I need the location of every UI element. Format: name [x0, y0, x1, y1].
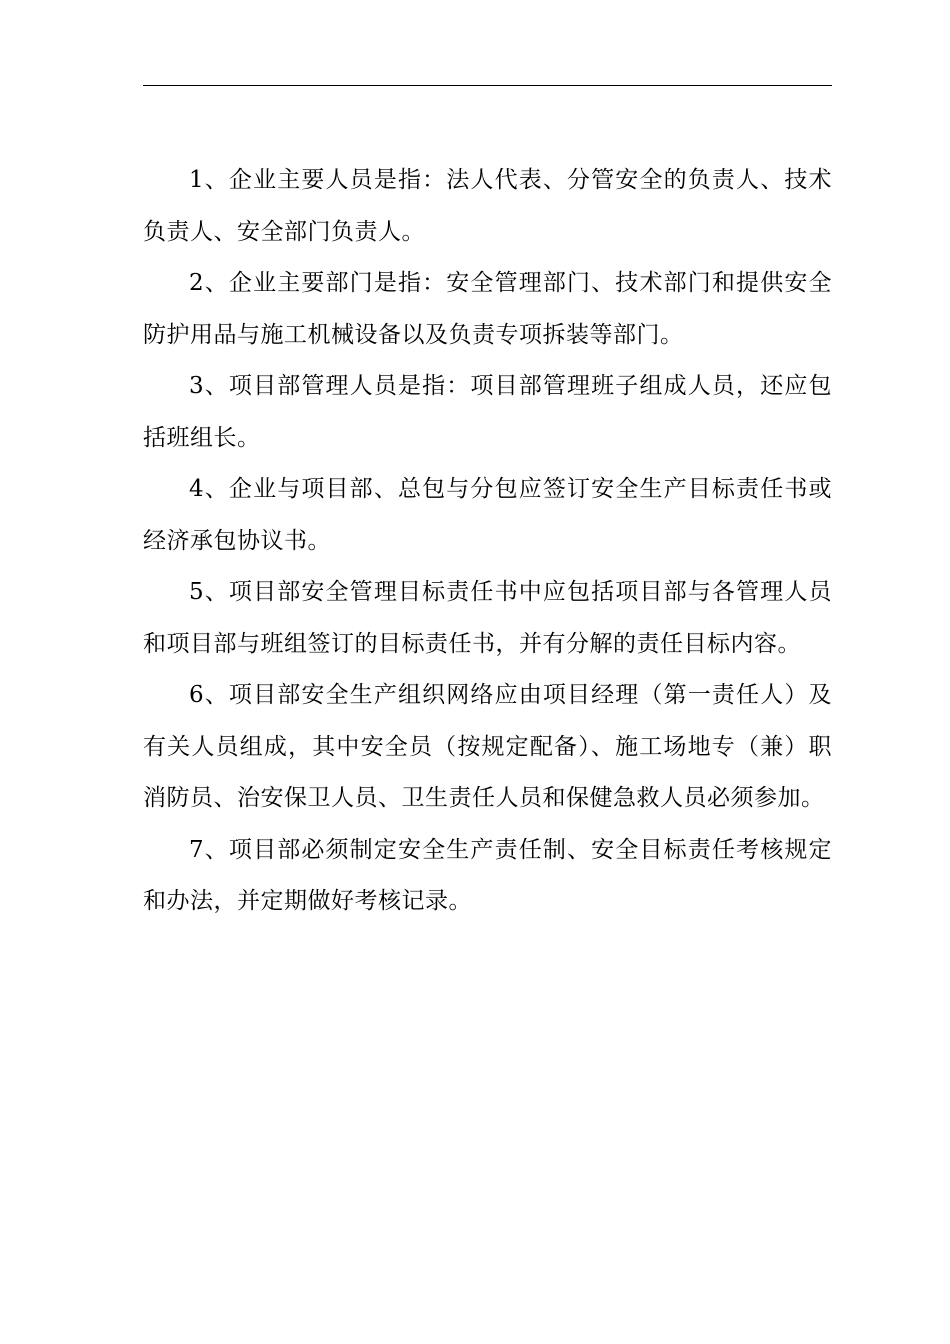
- document-body: [143, 155, 832, 928]
- paragraph-2: 2、企业主要部门是指：安全管理部门、技术部门和提供安全防护用品与施工机械设备以及负责专项拆装等部门。: [143, 270, 832, 348]
- paragraph-5: 5、项目部安全管理目标责任书中应包括项目部与各管理人员和项目部与班组签订的目标责任书，并有分解的责任目标内容。: [143, 579, 832, 657]
- header-rule: [143, 85, 832, 86]
- paragraph-4: 4、企业与项目部、总包与分包应签订安全生产目标责任书或经济承包协议书。: [143, 476, 832, 554]
- paragraph-7: 7、项目部必须制定安全生产责任制、安全目标责任考核规定和办法，并定期做好考核记录。: [143, 836, 832, 914]
- paragraph-3: 3、项目部管理人员是指：项目部管理班子组成人员，还应包括班组长。: [143, 373, 832, 451]
- paragraph-1: 1、企业主要人员是指：法人代表、分管安全的负责人、技术负责人、安全部门负责人。: [143, 167, 832, 245]
- paragraph-6: 6、项目部安全生产组织网络应由项目经理（第一责任人）及有关人员组成，其中安全员（按规定配备）、施工场地专（兼）职消防员、治安保卫人员、卫生责任人员和保健急救人员必须参加。: [143, 682, 832, 811]
